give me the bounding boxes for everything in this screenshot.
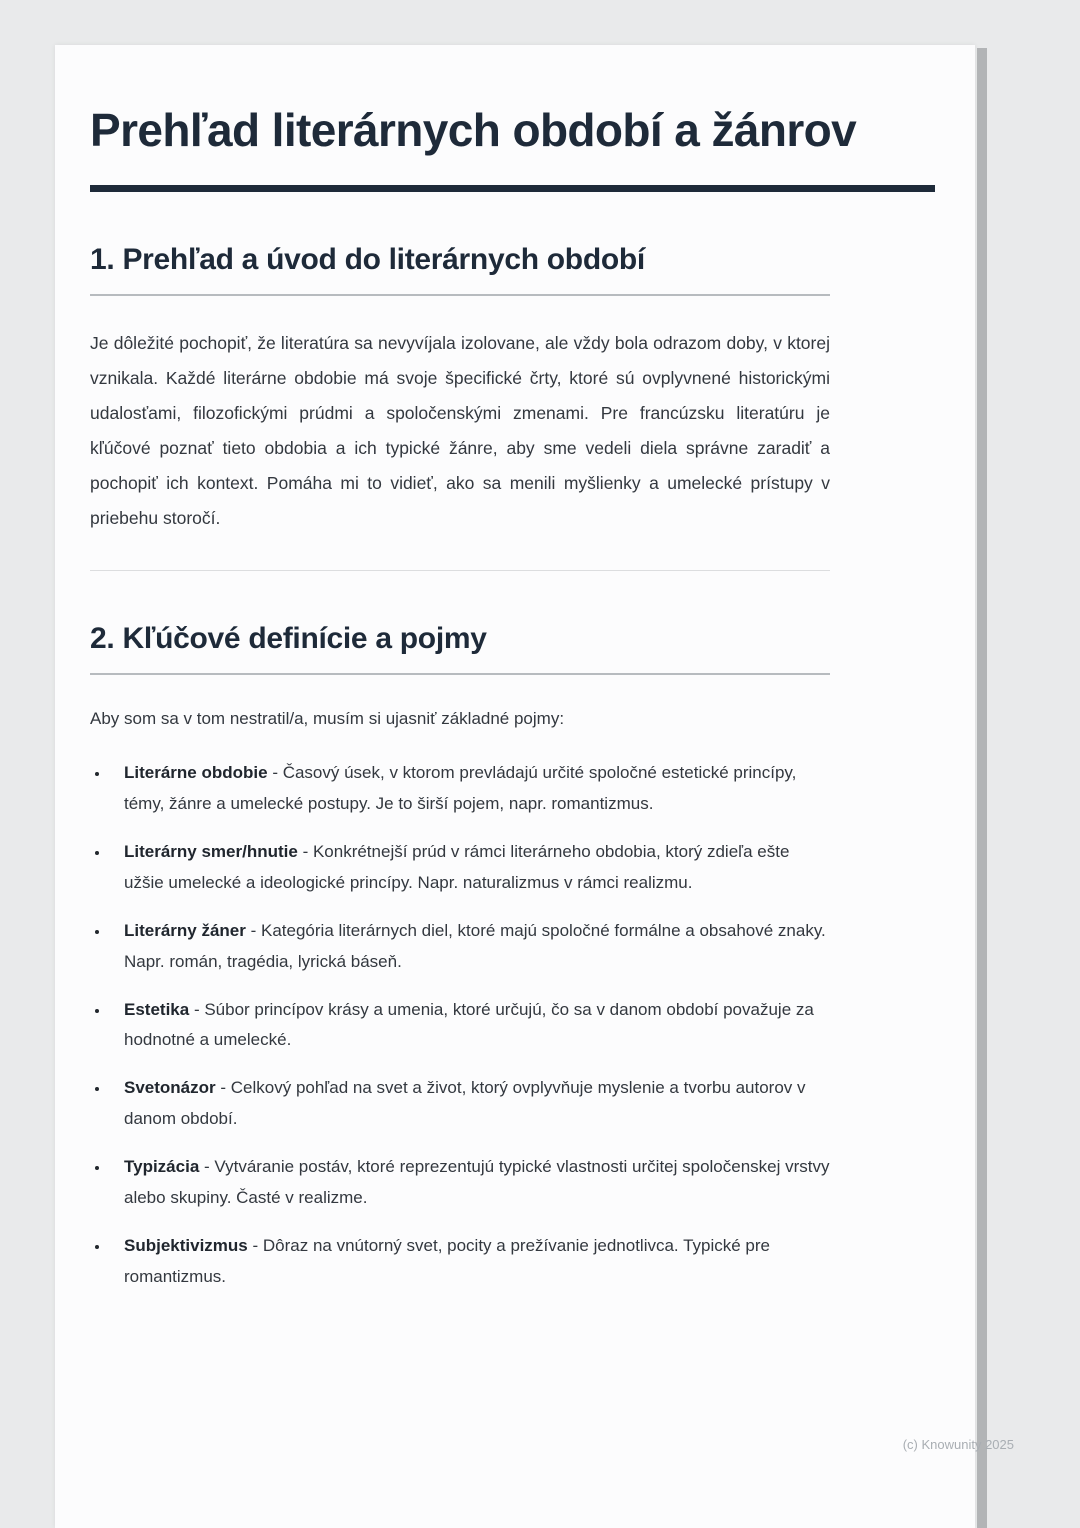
copyright-footer: (c) Knowunity 2025: [902, 1437, 1014, 1452]
section-divider: [90, 570, 830, 571]
list-item: [110, 1152, 830, 1214]
definitions-list: [90, 758, 830, 1293]
document-page: [55, 45, 975, 1528]
section-overview: [90, 240, 830, 536]
term-definition: - Celkový pohľad na svet a život, ktorý ovplyvňuje myslenie a tvorbu autorov v danom období.: [124, 1078, 806, 1129]
term-label: Svetonázor: [124, 1078, 216, 1098]
page-edge-strip: [977, 48, 987, 1528]
list-item: [110, 837, 830, 899]
document-content: [90, 100, 857, 1293]
list-item: [110, 916, 830, 978]
title-divider: [90, 185, 935, 192]
term-definition: - Kategória literárnych diel, ktoré majú spoločné formálne a obsahové znaky. Napr. román, tragédia, lyrická báseň.: [124, 920, 826, 971]
term-label: Literárne obdobie: [124, 762, 268, 782]
term-label: Subjektivizmus: [124, 1236, 248, 1256]
term-label: Literárny smer/hnutie: [124, 841, 298, 861]
term-definition: - Súbor princípov krásy a umenia, ktoré určujú, čo sa v danom období považuje za hodnotné a umelecké.: [124, 999, 814, 1050]
list-item: [110, 758, 830, 820]
section1-paragraph: Je dôležité pochopiť, že literatúra sa nevyvíjala izolovane, ale vždy bola odrazom doby, v ktorej vznikala. Každé literárne obdobie má svoje špecifické črty, ktoré sú ovplyvnené historickými udalosťami, filozofickými prúdmi a spoločenskými zmenami. Pre francúzsku literatúru je kľúčové poznať tieto obdobia a ich typické žánre, aby sme vedeli diela správne zaradiť a pochopiť ich kontext. Pomáha mi to vidieť, ako sa menili myšlienky a umelecké prístupy v priebehu storočí.: [90, 332, 830, 528]
section1-heading: 1. Prehľad a úvod do literárnych období: [90, 242, 645, 276]
section2-heading-rule: [90, 673, 830, 675]
list-item: [110, 1073, 830, 1135]
definitions-intro: Aby som sa v tom nestratil/a, musím si ujasniť základné pojmy:: [90, 708, 565, 728]
section1-heading-rule: [90, 294, 830, 296]
term-definition: - Konkrétnejší prúd v rámci literárneho obdobia, ktorý zdieľa ešte užšie umelecké a ideologické princípy. Napr. naturalizmus v rámci realizmu.: [124, 841, 790, 892]
term-label: Literárny žáner: [124, 920, 246, 940]
list-item: [110, 995, 830, 1057]
term-definition: - Časový úsek, v ktorom prevládajú určité spoločné estetické princípy, témy, žánre a umelecké postupy. Je to širší pojem, napr. romantizmus.: [124, 762, 797, 813]
section-definitions: [90, 619, 830, 1293]
term-label: Typizácia: [124, 1157, 200, 1177]
term-label: Estetika: [124, 999, 190, 1019]
section2-heading: 2. Kľúčové definície a pojmy: [90, 621, 487, 655]
term-definition: - Vytváranie postáv, ktoré reprezentujú typické vlastnosti určitej spoločenskej vrstvy alebo skupiny. Časté v realizme.: [124, 1157, 830, 1208]
list-item: [110, 1231, 830, 1293]
page-title: Prehľad literárnych období a žánrov: [90, 104, 857, 156]
term-definition: - Dôraz na vnútorný svet, pocity a prežívanie jednotlivca. Typické pre romantizmus.: [124, 1236, 770, 1287]
